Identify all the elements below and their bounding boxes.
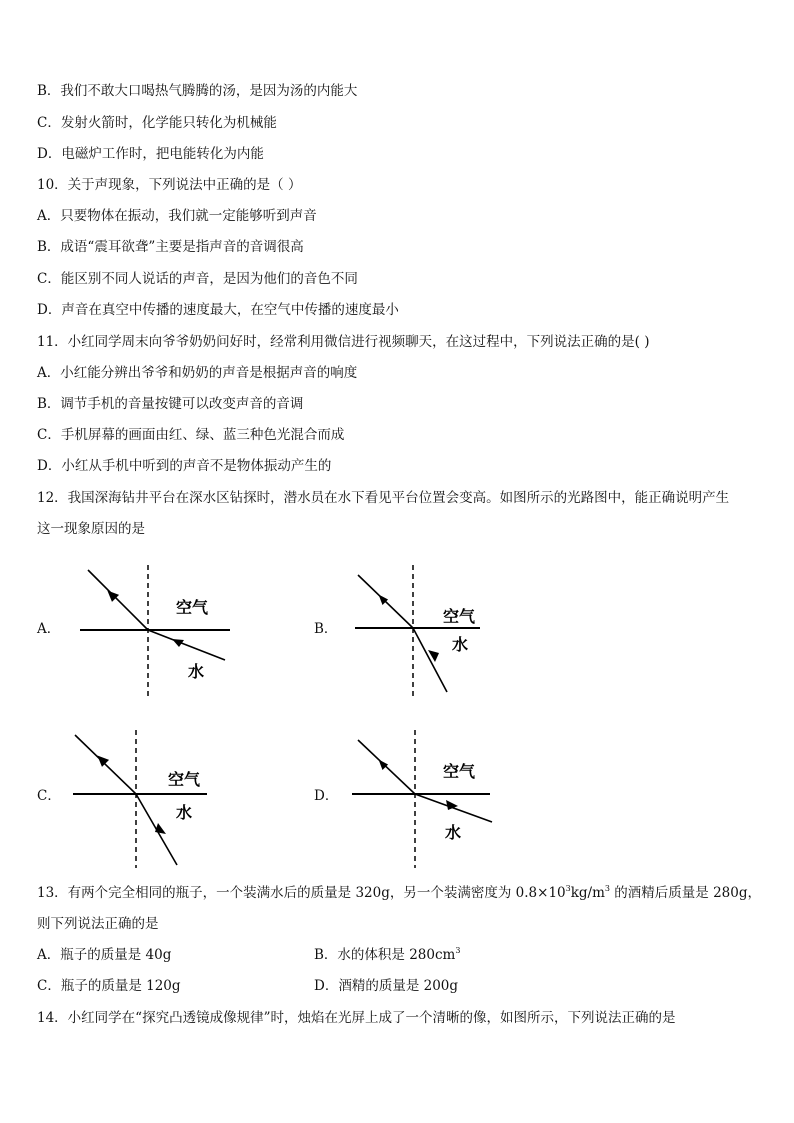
q13-option-d: D．酒精的质量是 200g <box>314 978 459 994</box>
arrow-head <box>155 823 166 834</box>
water-label: 水 <box>188 662 205 681</box>
figure-d-label: D． <box>314 788 339 804</box>
water-label: 水 <box>445 823 462 842</box>
q11-stem: 11．小红同学周末向爷爷奶奶问好时，经常利用微信进行视频聊天，在这过程中，下列说法正确的是( ) <box>37 334 650 350</box>
q10-option-b: B．成语“震耳欲聋”主要是指声音的音调很高 <box>37 239 304 255</box>
air-label: 空气 <box>443 607 476 626</box>
q10-option-d: D．声音在真空中传播的速度最大，在空气中传播的速度最小 <box>37 302 399 318</box>
q11-option-a: A．小红能分辨出爷爷和奶奶的声音是根据声音的响度 <box>37 365 358 381</box>
q12-stem-line1: 12．我国深海钻井平台在深水区钻探时，潜水员在水下看见平台位置会变高。如图所示的光路图中，能正确说明产生 <box>37 490 730 506</box>
water-label: 水 <box>452 635 469 654</box>
ray-in-air <box>358 740 415 794</box>
arrow-head <box>97 754 110 767</box>
ray-in-water <box>413 628 447 692</box>
air-label: 空气 <box>443 762 476 781</box>
q11-option-c: C．手机屏幕的画面由红、绿、蓝三种色光混合而成 <box>37 427 345 443</box>
q13-option-a: A．瓶子的质量是 40g <box>37 947 172 963</box>
q11-option-b: B．调节手机的音量按键可以改变声音的音调 <box>37 396 304 412</box>
figure-c-label: C． <box>37 788 61 804</box>
figure-a-label: A． <box>37 621 61 637</box>
q11-option-d: D．小红从手机中听到的声音不是物体振动产生的 <box>37 458 332 474</box>
q10-stem: 10．关于声现象，下列说法中正确的是（ ） <box>37 177 302 193</box>
figure-d-diagram <box>350 730 500 870</box>
ray-in-water <box>415 794 492 822</box>
arrow-head <box>378 760 389 771</box>
ray-in-water <box>148 630 225 660</box>
q10-option-c: C．能区别不同人说话的声音，是因为他们的音色不同 <box>37 271 358 287</box>
ray-in-air <box>88 570 148 630</box>
q9-option-c: C．发射火箭时，化学能只转化为机械能 <box>37 115 277 131</box>
figure-b-diagram <box>350 565 490 705</box>
ray-in-air <box>75 735 136 794</box>
air-label: 空气 <box>176 598 209 617</box>
q9-option-d: D．电磁炉工作时，把电能转化为内能 <box>37 146 264 162</box>
figure-a-diagram <box>80 565 240 700</box>
figure-b-label: B． <box>314 621 338 637</box>
q13-stem-line1: 13．有两个完全相同的瓶子，一个装满水后的质量是 320g，另一个装满密度为 $0.8\times 10^3kg/m^3$ 的酒精后质量是 280g， <box>37 884 761 901</box>
q13-option-b: B．水的体积是 $280cm^3$ <box>314 946 461 963</box>
water-label: 水 <box>176 803 193 822</box>
air-label: 空气 <box>168 770 201 789</box>
q12-stem-line2: 这一现象原因的是 <box>37 521 145 537</box>
figure-c-diagram <box>70 730 220 870</box>
q10-option-a: A．只要物体在振动，我们就一定能够听到声音 <box>37 208 317 224</box>
q9-option-b: B．我们不敢大口喝热气腾腾的汤，是因为汤的内能大 <box>37 83 358 99</box>
q14-stem: 14．小红同学在“探究凸透镜成像规律”时，烛焰在光屏上成了一个清晰的像，如图所示，下列说法正确的是 <box>37 1010 676 1026</box>
q13-option-c: C．瓶子的质量是 120g <box>37 978 181 994</box>
q13-stem-line2: 则下列说法正确的是 <box>37 916 159 932</box>
